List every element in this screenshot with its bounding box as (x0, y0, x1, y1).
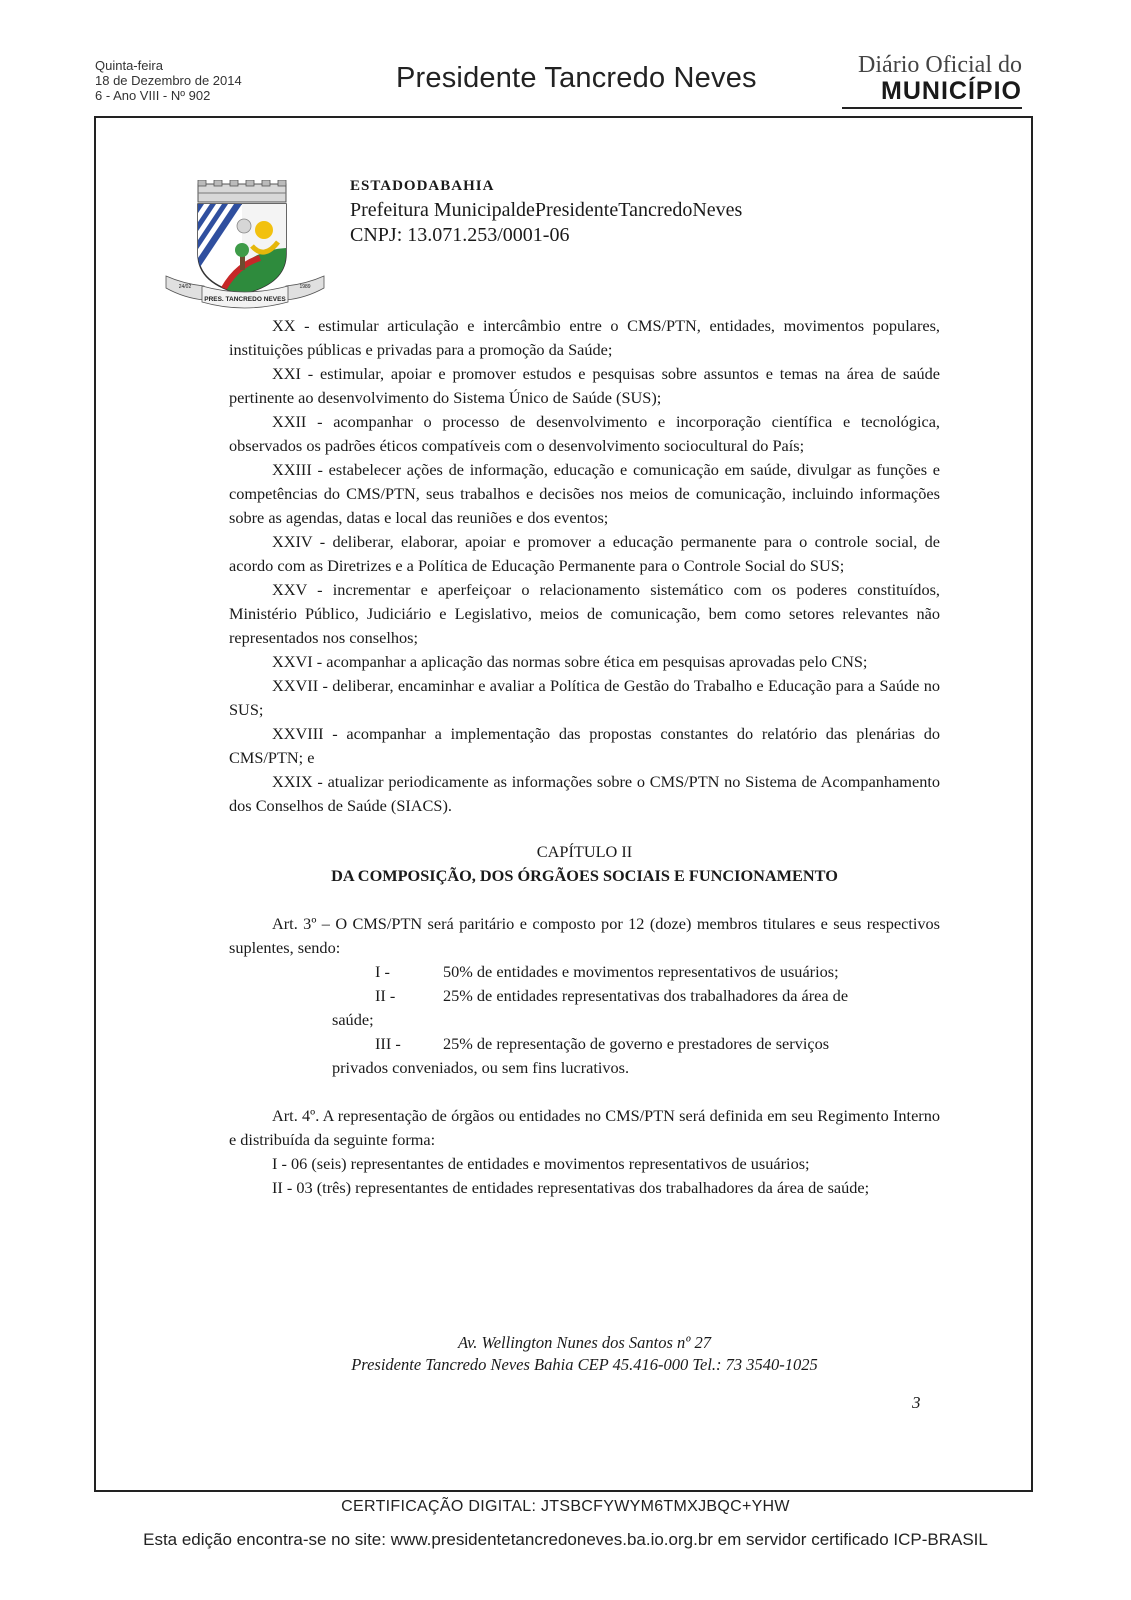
diario-oficial-logo (842, 52, 1022, 104)
paragraph-xxvii: XXVII - deliberar, encaminhar e avaliar a Política de Gestão do Trabalho e Educação para a Saúde no SUS; (229, 676, 940, 719)
cnpj: CNPJ: 13.071.253/0001-06 (350, 224, 570, 246)
edition-info (95, 58, 242, 103)
weekday: Quinta-feira (95, 58, 163, 73)
paragraph-xx: XX - estimular articulação e intercâmbio entre o CMS/PTN, entidades, movimentos populares, instituições públicas e privadas para a promoção da Saúde; (229, 316, 940, 359)
crest-year-right: 1989 (299, 284, 311, 290)
crest-banner-text: PRES. TANCREDO NEVES (204, 296, 286, 303)
letterhead (350, 178, 742, 247)
address-line-1: Av. Wellington Nunes dos Santos nº 27 (457, 1333, 712, 1352)
edition-number: 6 - Ano VIII - Nº 902 (95, 88, 211, 103)
article-4-item-ii: II - 03 (três) representantes de entidades representativas dos trabalhadores da área de saúde; (272, 1178, 870, 1197)
chapter-title: DA COMPOSIÇÃO, DOS ÓRGÃOES SOCIAIS E FUNCIONAMENTO (331, 866, 838, 885)
article-3-item (332, 984, 940, 1008)
paragraph-xxv: XXV - incrementar e aperfeiçoar o relacionamento sistemático com os poderes constituídos, Ministério Público, Judiciário e Legislativo, meios de comunicação, bem como setores relevantes não representados nos conselhos; (229, 580, 940, 647)
digital-certification: CERTIFICAÇÃO DIGITAL: JTSBCFYWYM6TMXJBQC+YHW (341, 1498, 790, 1515)
article-3-item (332, 1032, 940, 1056)
brand-bottom: MUNICÍPIO (881, 77, 1022, 105)
brand-underline (842, 107, 1022, 109)
paragraph-xxi: XXI - estimular, apoiar e promover estudos e pesquisas sobre assuntos e temas na área de saúde pertinente ao desenvolvimento do Sistema Único de Saúde (SUS); (229, 364, 940, 407)
page-number: 3 (912, 1393, 921, 1412)
prefeitura-name: Prefeitura MunicipaldePresidenteTancredoNeves (350, 199, 743, 221)
coat-of-arms-icon (164, 180, 326, 316)
paragraph-xxviii: XXVIII - acompanhar a implementação das propostas constantes do relatório das plenárias do CMS/PTN; e (229, 724, 940, 767)
paragraph-xxvi: XXVI - acompanhar a aplicação das normas sobre ética em pesquisas aprovadas pelo CNS; (272, 652, 868, 671)
chapter-heading: CAPÍTULO II (536, 842, 633, 861)
article-3: Art. 3º – O CMS/PTN será paritário e composto por 12 (doze) membros titulares e seus respectivos suplentes, sendo: (229, 914, 940, 957)
article-3-item (332, 960, 940, 984)
article-3-items (332, 960, 940, 1080)
state-name: ESTADODABAHIA (350, 178, 495, 194)
item-text: 50% de entidades e movimentos representativos de usuários; (443, 962, 839, 981)
item-text: 25% de representação de governo e prestadores de serviços (443, 1034, 830, 1053)
address-block (229, 1332, 940, 1376)
issue-date: 18 de Dezembro de 2014 (95, 73, 242, 88)
address-line-2: Presidente Tancredo Neves Bahia CEP 45.416-000 Tel.: 73 3540-1025 (351, 1355, 818, 1374)
document-body (229, 314, 940, 1200)
paragraph-xxix: XXIX - atualizar periodicamente as informações sobre o CMS/PTN no Sistema de Acompanhamento dos Conselhos de Saúde (SIACS). (229, 772, 940, 815)
item-text: 25% de entidades representativas dos trabalhadores da área de (443, 986, 849, 1005)
city-title: Presidente Tancredo Neves (396, 62, 757, 94)
brand-top: Diário Oficial do (858, 52, 1022, 78)
crest-year-left: 24/02 (178, 284, 192, 290)
item-continuation: saúde; (332, 1010, 374, 1029)
site-notice: Esta edição encontra-se no site: www.presidentetancredoneves.ba.io.org.br em servidor certificado ICP-BRASIL (143, 1530, 988, 1549)
item-number: II - (375, 986, 396, 1005)
item-number: I - (375, 962, 390, 981)
item-continuation: privados conveniados, ou sem fins lucrativos. (332, 1058, 630, 1077)
item-number: III - (375, 1034, 401, 1053)
article-4: Art. 4º. A representação de órgãos ou entidades no CMS/PTN será definida em seu Regimento Interno e distribuída da seguinte forma: (229, 1106, 940, 1149)
paragraph-xxiii: XXIII - estabelecer ações de informação, educação e comunicação em saúde, divulgar as funções e competências do CMS/PTN, seus trabalhos e decisões nos meios de comunicação, incluindo informações sobre as agendas, datas e local das reuniões e dos eventos; (229, 460, 940, 527)
paragraph-xxiv: XXIV - deliberar, elaborar, apoiar e promover a educação permanente para o controle social, de acordo com as Diretrizes e a Política de Educação Permanente para o Controle Social do SUS; (229, 532, 940, 575)
paragraph-xxii: XXII - acompanhar o processo de desenvolvimento e incorporação científica e tecnológica, observados os padrões éticos compatíveis com o desenvolvimento sociocultural do País; (229, 412, 940, 455)
article-4-item-i: I - 06 (seis) representantes de entidades e movimentos representativos de usuários; (272, 1154, 810, 1173)
